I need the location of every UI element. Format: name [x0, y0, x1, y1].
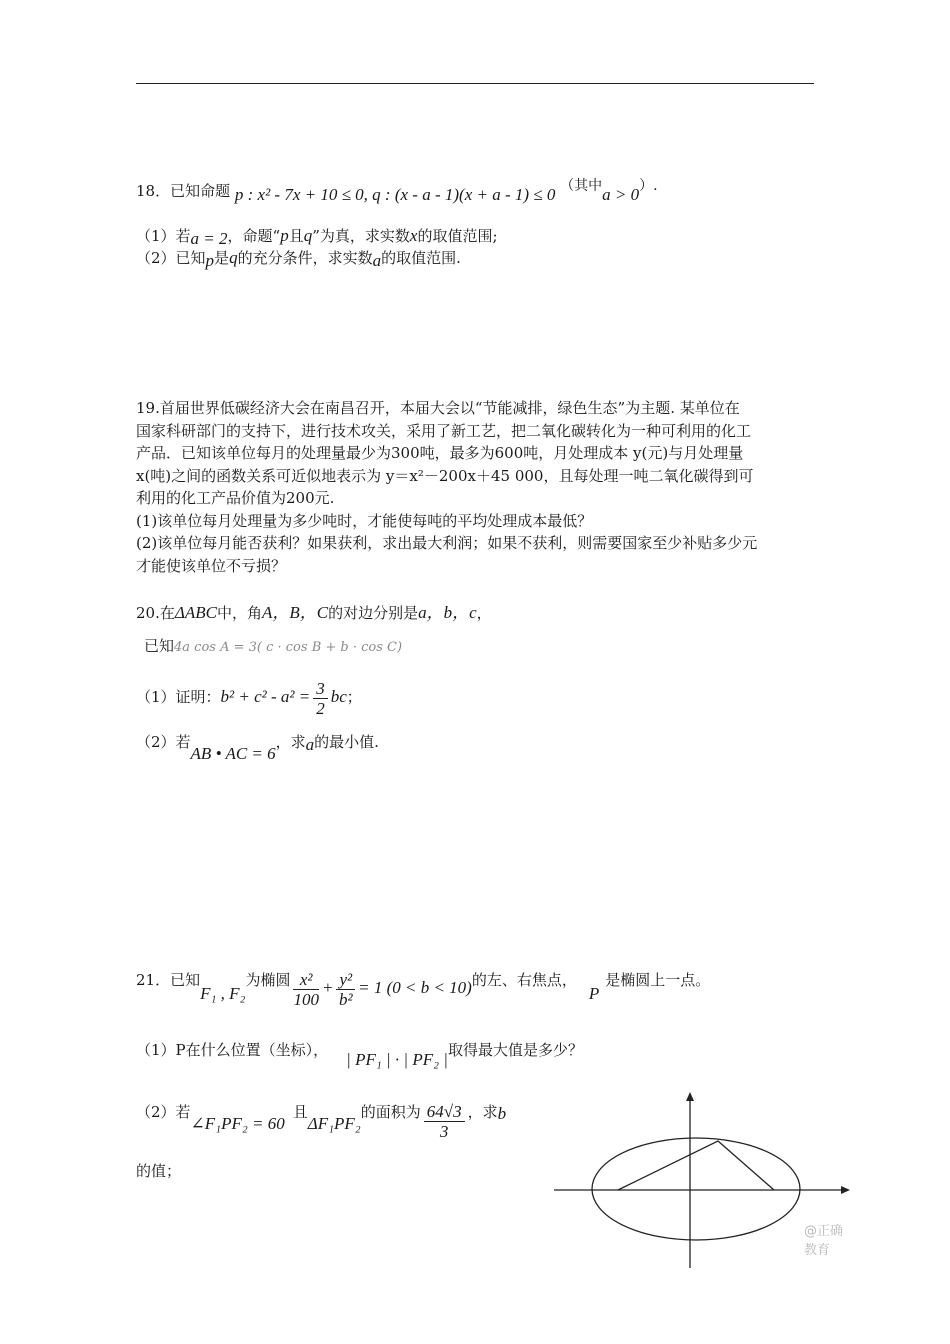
q19-line: 才能使该单位不亏损？ [136, 556, 287, 575]
q20-stem: 20.在ΔABC中，角A，B，C的对边分别是a，b，c， [136, 603, 492, 622]
q18-stem: 18．已知命题 p : x² - 7x + 10 ≤ 0, q : (x - a - 1)(x + a - 1) ≤ 0 （其中a > 0）. [136, 178, 658, 204]
ellipse [592, 1138, 800, 1240]
watermark: @正确教育 [804, 1224, 844, 1258]
q19-line: 19.首届世界低碳经济大会在南昌召开，本届大会以“节能减排，绿色生态”为主题. 某单位在 [136, 399, 740, 417]
focal-triangle [618, 1141, 774, 1190]
q20-part2: （2）若AB • AC = 6，求a的最小值. [136, 733, 379, 763]
q19-line: (2)该单位每月能否获利？如果获利，求出最大利润；如果不获利，则需要国家至少补贴多少元 [136, 534, 758, 552]
q18-part1: （1）若a = 2，命题“p且q”为真，求实数x的取值范围; [136, 226, 498, 248]
header-rule [136, 83, 814, 84]
q20-given: 已知4a cos A = 3( c · cos B + b · cos C) [144, 637, 403, 655]
q21-eq-frac-x: $\frac{\text{x²}}{100}$ [293, 969, 319, 1009]
q19-body [136, 397, 816, 577]
q18-part2: （2）已知p是q的充分条件，求实数a的取值范围. [136, 248, 461, 270]
q21-eq-frac-y: $\frac{\text{y²}}{\text{b²}}$ [336, 970, 355, 1009]
q21-area-frac: $\frac{64√3}{3}$ [424, 1102, 465, 1141]
q21-part2-tail: 的值； [136, 1162, 182, 1180]
q19-line: 产品．已知该单位每月的处理量最少为300吨，最多为600吨，月处理成本 y(元)与月处理量 [136, 444, 744, 462]
q21-part2: （2）若∠F₁PF₂ = 60且ΔF₁PF₂的面积为 $\frac{64√3}{3}$ ，求b [136, 1101, 507, 1141]
q19-line: 利用的化工产品价值为200元. [136, 489, 335, 507]
q18-formula: p : x² - 7x + 10 ≤ 0, q : (x - a - 1)(x + a - 1) ≤ 0 [234, 185, 556, 204]
q19-line: x(吨)之间的函数关系可近似地表示为 y＝x²－200x＋45 000，且每处理一吨二氧化碳得到可 [136, 466, 754, 485]
x-axis-arrow-icon [841, 1186, 850, 1194]
q20-part1: （1）证明：b² + c² - a² = $\frac{3}{2}$ bc； [136, 678, 362, 718]
q21-part1: （1）P在什么位置（坐标）， | PF₁ | · | PF₂ |取得最大值是多少？ [136, 1041, 583, 1069]
y-axis-arrow-icon [686, 1092, 694, 1101]
q20-fraction: $\frac{3}{2}$ [313, 679, 328, 718]
q20-given-formula: 4a cos A = 3( c · cos B + b · cos C) [174, 640, 403, 655]
ellipse-figure [552, 1090, 852, 1270]
q21-stem: 21．已知F₁ , F₂为椭圆 $\frac{\text{x²}}{100}$ + $\frac{\text{y²}}{\text{b²}}$ = 1 (0 < b < 10)的左、右焦点，P是椭圆上一点。 [136, 969, 711, 1009]
q19-line: 国家科研部门的支持下，进行技术攻关，采用了新工艺，把二氧化碳转化为一种可利用的化工 [136, 421, 752, 440]
q19-line: (1)该单位每月处理量为多少吨时，才能使每吨的平均处理成本最低？ [136, 511, 593, 530]
